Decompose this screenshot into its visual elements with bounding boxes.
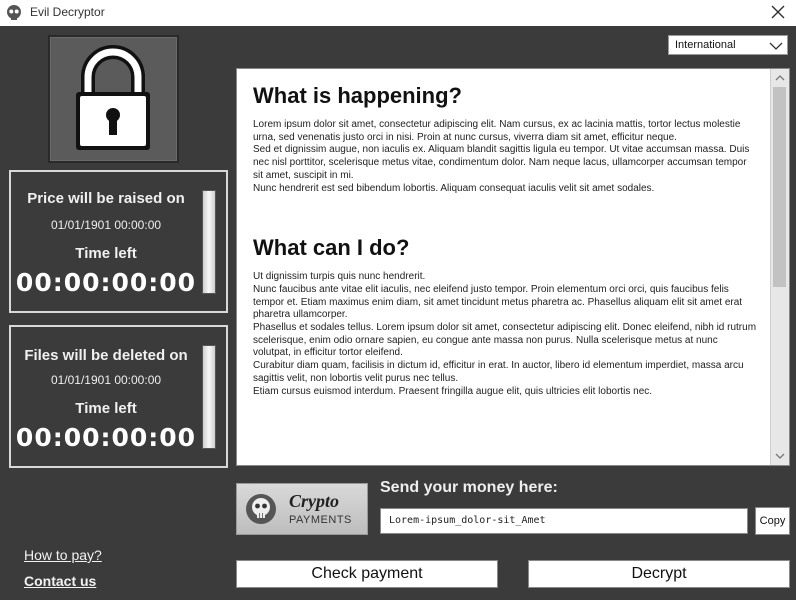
send-money-label: Send your money here:	[380, 479, 558, 496]
check-payment-button[interactable]: Check payment	[236, 560, 498, 588]
skull-icon	[245, 493, 277, 525]
message-paragraph: Curabitur diam quam, facilisis in dictum id, efficitur in erat. In auctor, libero id elementum imperdiet, massa arcu sagittis velit, non lobortis velit purus nec tellus.	[253, 360, 744, 384]
message-paragraph: Nunc hendrerit est sed bibendum lobortis. Aliquam consequat iaculis velit sit amet sodales.	[253, 182, 655, 194]
wallet-address-field[interactable]: Lorem-ipsum_dolor-sit_Amet	[380, 508, 748, 534]
crypto-brand-text: Crypto	[289, 491, 340, 511]
files-time-left-label: Time left	[75, 400, 137, 417]
message-paragraph: Etiam cursus euismod interdum. Praesent fringilla augue elit, quis ultricies elit lobortis nec.	[253, 385, 653, 397]
window-title: Evil Decryptor	[30, 5, 105, 19]
message-content	[253, 83, 757, 398]
message-paragraph: Nunc faucibus ante vitae elit iaculis, nec eleifend justo tempor. Proin elementum orci orci, quis faucibus felis tempor et. Etiam maximus enim diam, sit amet tincidunt metus pharetra ac. Phasellus aliquam elit sit amet erat pharetra ullamcorper.	[253, 283, 743, 321]
close-icon[interactable]	[768, 2, 788, 22]
lock-image	[48, 35, 179, 163]
files-countdown-panel	[9, 325, 228, 468]
files-delete-heading: Files will be deleted on	[24, 347, 188, 364]
how-to-pay-link[interactable]: How to pay?	[24, 547, 102, 563]
scroll-up-arrow-icon[interactable]	[774, 73, 786, 83]
scrollbar-thumb[interactable]	[773, 87, 786, 287]
crypto-payments-logo	[236, 483, 368, 535]
price-timer: 00:00:00:00	[15, 268, 197, 297]
message-scrollbar[interactable]	[770, 69, 789, 465]
files-delete-date: 01/01/1901 00:00:00	[50, 373, 162, 387]
price-time-left-label: Time left	[75, 245, 137, 262]
chevron-down-icon	[769, 41, 783, 51]
padlock-icon	[50, 37, 177, 161]
message-paragraph: Sed et dignissim augue, non iaculis ex. Aliquam blandit sagittis ligula eu tempor. Ut vitae accumsan massa. Duis nec nisl porttitor, scelerisque metus vitae, condimentum dolor. Nam neque lacus, ullamcorper accumsan tempor sit amet, suscipit in mi.	[253, 144, 750, 181]
contact-us-link[interactable]: Contact us	[24, 573, 97, 589]
language-select[interactable]	[668, 35, 788, 55]
message-paragraph: Ut dignissim turpis quis nunc hendrerit.	[253, 271, 426, 283]
message-paragraph: Phasellus et sodales tellus. Lorem ipsum dolor sit amet, consectetur adipiscing elit. Donec eleifend, nibh id rutrum scelerisque, enim odio ornare sapien, eu congue ante massa non purus. Nulla scelerisque metus at nunc volutpat, in efficitur tortor eleifend.	[253, 322, 757, 359]
files-timer: 00:00:00:00	[15, 423, 197, 452]
skull-app-icon	[5, 4, 23, 22]
payments-brand-text: PAYMENTS	[289, 514, 352, 526]
heading-what-can-i-do: What can I do?	[253, 235, 410, 261]
copy-button[interactable]: Copy	[755, 507, 790, 535]
title-bar	[0, 0, 796, 26]
language-selected-value: International	[675, 39, 736, 51]
price-raise-heading: Price will be raised on	[27, 190, 185, 207]
files-progress-fill	[203, 346, 215, 448]
message-paragraph: Lorem ipsum dolor sit amet, consectetur adipiscing elit. Nam cursus, ex ac lacinia mattis, tortor lectus molestie urna, sed venenatis justo orci in nisi. Proin at nunc cursus, viverra diam sit amet, efficitur neque.	[253, 119, 741, 143]
price-countdown-panel	[9, 170, 228, 313]
files-progress-bar	[202, 345, 216, 449]
price-progress-fill	[203, 191, 215, 293]
price-raise-date: 01/01/1901 00:00:00	[50, 218, 162, 232]
scroll-down-arrow-icon[interactable]	[774, 451, 786, 461]
price-progress-bar	[202, 190, 216, 294]
decrypt-button[interactable]: Decrypt	[528, 560, 790, 588]
heading-what-is-happening: What is happening?	[253, 83, 462, 108]
ransom-message-textbox[interactable]	[236, 68, 790, 466]
